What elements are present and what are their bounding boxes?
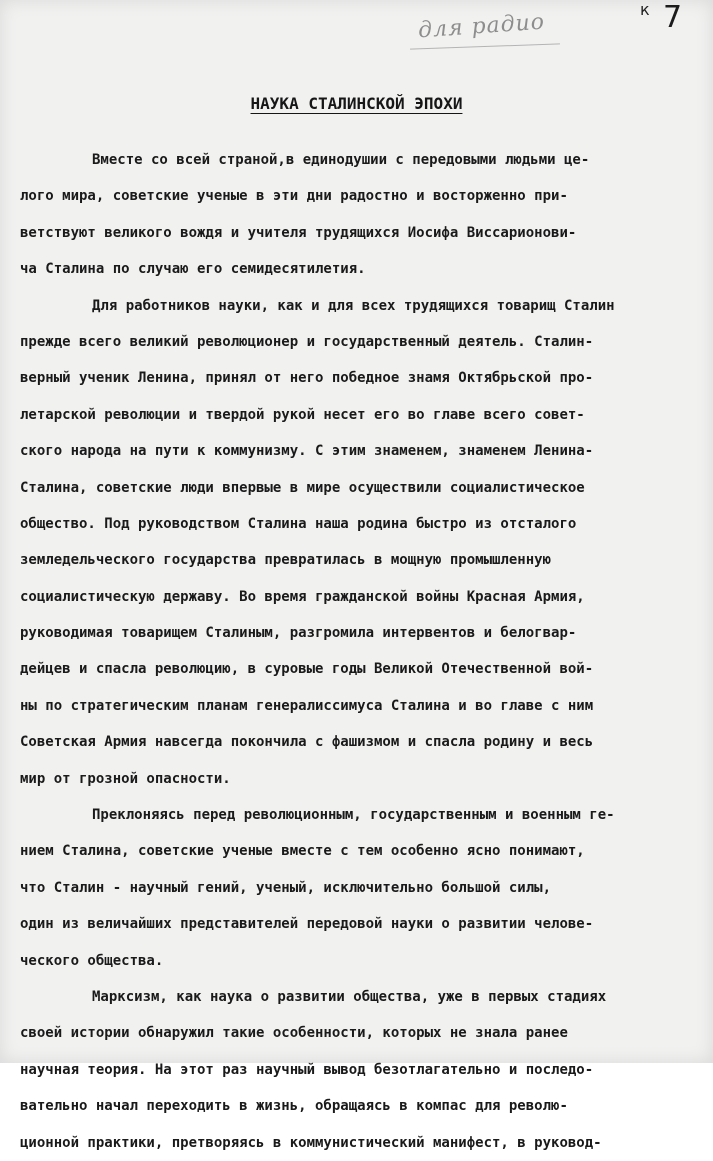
text-line: Преклоняясь перед революционным, государственным и военным ге-: [92, 807, 615, 824]
handwritten-underline: [410, 43, 560, 49]
text-line: что Сталин - научный гений, ученый, исключительно большой силы,: [20, 879, 552, 896]
text-line: Марксизм, как наука о развитии общества, уже в первых стадиях: [92, 988, 607, 1005]
text-line: научная теория. На этот раз научный вывод безотлагательно и последо-: [20, 1061, 594, 1078]
text-line: нием Сталина, советские ученые вместе с тем особенно ясно понимают,: [20, 843, 585, 860]
text-line: дейцев и спасла революцию, в суровые годы Великой Отечественной вой-: [20, 661, 594, 678]
text-line: Вместе со всей страной,в единодушии с передовыми людьми це-: [92, 152, 590, 168]
document-title: [0, 94, 713, 113]
document-title-text: НАУКА СТАЛИНСКОЙ ЭПОХИ: [250, 94, 463, 113]
text-line: ского народа на пути к коммунизму. С этим знаменем, знаменем Ленина-: [20, 443, 594, 460]
document-body: [20, 142, 710, 1161]
page-number: 7: [663, 0, 683, 35]
text-line: ветствуют великого вождя и учителя трудящихся Иосифа Виссарионови-: [20, 224, 577, 241]
text-line: земледельческого государства превратилась в мощную промышленную: [20, 552, 552, 569]
text-line: общество. Под руководством Сталина наша родина быстро из отсталого: [20, 515, 577, 532]
text-line: летарской революции и твердой рукой несет его во главе всего совет-: [20, 406, 585, 423]
text-line: своей истории обнаружил такие особенности, которых не знала ранее: [20, 1025, 568, 1042]
text-line: Советская Армия навсегда покончила с фашизмом и спасла родину и весь: [20, 734, 594, 751]
text-line: прежде всего великий революционер и государственный деятель. Сталин-: [20, 333, 594, 350]
text-line: мир от грозной опасности.: [20, 770, 231, 787]
text-line: ческого общества.: [20, 952, 164, 969]
text-line: ча Сталина по случаю его семидесятилетия.: [20, 261, 366, 278]
text-line: социалистическую державу. Во время гражданской войны Красная Армия,: [20, 588, 585, 605]
text-line: лого мира, советские ученые в эти дни радостно и восторженно при-: [20, 188, 568, 205]
text-line: один из величайших представителей передовой науки о развитии челове-: [20, 916, 594, 933]
text-line: вательно начал переходить в жизнь, обращаясь в компас для револю-: [20, 1098, 568, 1115]
corner-mark: к: [640, 0, 650, 19]
text-line: верный ученик Ленина, принял от него победное знамя Октябрьской про-: [20, 370, 594, 387]
text-line: ционной практики, претворяясь в коммунистический манифест, в руковод-: [20, 1134, 602, 1151]
text-line: Для работников науки, как и для всех трудящихся товарищ Сталин: [92, 297, 615, 314]
text-line: ны по стратегическим планам генералиссимуса Сталина и во главе с ним: [20, 697, 594, 714]
text-line: руководимая товарищем Сталиным, разгромила интервентов и белогвар-: [20, 625, 577, 642]
text-line: Сталина, советские люди впервые в мире осуществили социалистическое: [20, 479, 585, 496]
handwritten-note: для радио: [417, 9, 546, 44]
